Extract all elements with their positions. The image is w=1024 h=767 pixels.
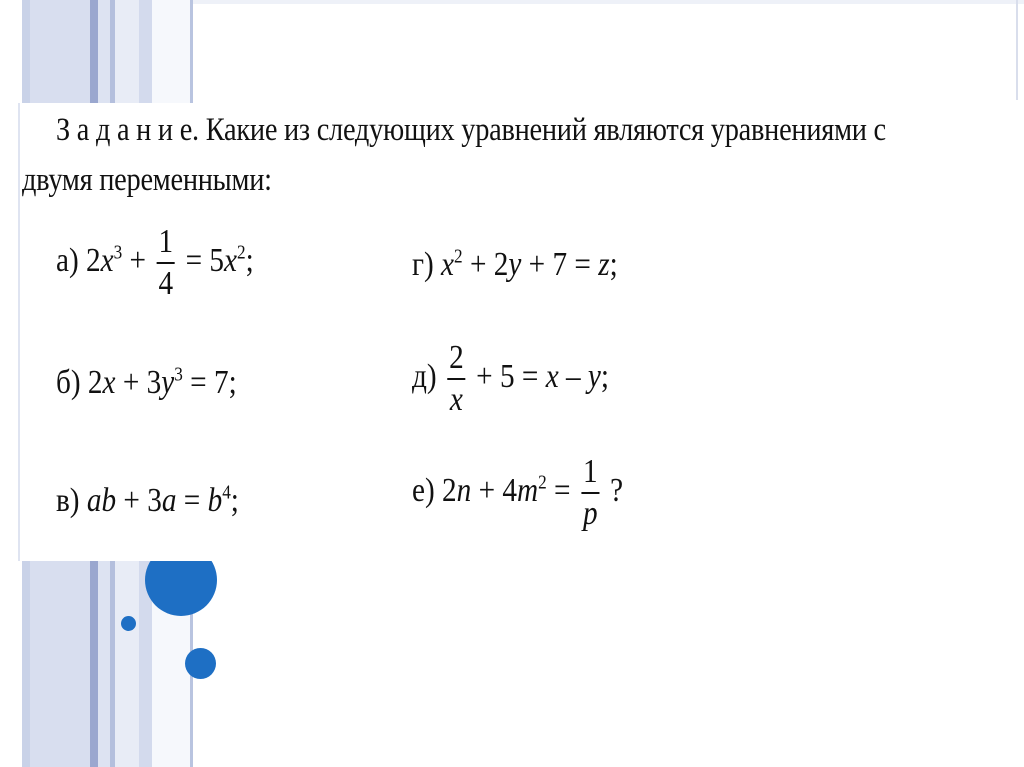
decor-circle-small bbox=[121, 616, 136, 631]
operator: + bbox=[129, 241, 147, 279]
equation-label: а) bbox=[56, 241, 79, 279]
panel-border bbox=[18, 103, 20, 561]
term: + 3 bbox=[116, 482, 162, 519]
exponent: 2 bbox=[538, 471, 547, 494]
fraction bbox=[447, 338, 465, 420]
equation-label: б) bbox=[56, 364, 81, 401]
numerator: 1 bbox=[583, 453, 598, 490]
term: + 5 = bbox=[476, 357, 546, 395]
task-question: Какие из следующих уравнений являются уравнениями с bbox=[198, 112, 886, 148]
exponent: 4 bbox=[222, 481, 231, 504]
terminator: ? bbox=[602, 471, 624, 509]
equation-d bbox=[412, 338, 609, 420]
term: = 7; bbox=[182, 364, 237, 401]
coef: 2 bbox=[86, 241, 101, 279]
exponent: 2 bbox=[454, 245, 463, 268]
term: + 7 = bbox=[521, 246, 599, 283]
variable: x bbox=[102, 364, 116, 401]
exponent: 3 bbox=[174, 363, 183, 386]
denominator: 4 bbox=[157, 262, 175, 304]
variable: y bbox=[587, 357, 601, 395]
operator: = bbox=[176, 482, 208, 519]
variable: x bbox=[545, 357, 559, 395]
term: + 4 bbox=[471, 471, 518, 509]
operator: = 5 bbox=[185, 241, 225, 279]
decor-top-line bbox=[193, 0, 1024, 4]
equation-b bbox=[56, 364, 237, 402]
equation-g bbox=[412, 246, 618, 284]
variable: a bbox=[161, 482, 177, 519]
variable: x bbox=[449, 381, 463, 418]
terminator: ; bbox=[230, 482, 239, 519]
terminator: ; bbox=[609, 246, 618, 283]
variable: z bbox=[598, 246, 610, 283]
term: + 3 bbox=[115, 364, 162, 401]
exponent: 3 bbox=[113, 241, 123, 264]
operator: – bbox=[558, 357, 588, 395]
equation-label: г) bbox=[412, 246, 434, 283]
fraction bbox=[157, 222, 175, 304]
variable: y bbox=[161, 364, 175, 401]
equation-e bbox=[412, 452, 623, 534]
equation-a bbox=[56, 222, 254, 304]
denominator bbox=[581, 492, 599, 534]
equation-label: д) bbox=[412, 357, 437, 395]
term: + 2 bbox=[462, 246, 509, 283]
terminator: ; bbox=[600, 357, 610, 395]
variable: x bbox=[441, 246, 455, 283]
coef: 2 bbox=[442, 471, 457, 509]
variable: x bbox=[100, 241, 114, 279]
operator: = bbox=[546, 471, 578, 509]
denominator bbox=[447, 378, 465, 420]
exponent: 2 bbox=[237, 241, 246, 264]
equation-label: е) bbox=[412, 471, 435, 509]
coef: 2 bbox=[87, 364, 103, 401]
numerator: 1 bbox=[158, 223, 174, 260]
task-label: З а д а н и е. bbox=[56, 112, 199, 148]
decor-circle-medium bbox=[185, 648, 216, 679]
equation-v bbox=[56, 482, 239, 520]
numerator: 2 bbox=[449, 339, 464, 376]
variable: n bbox=[456, 471, 472, 509]
terminator: ; bbox=[245, 241, 254, 279]
task-title-line2: двумя переменными: bbox=[22, 162, 272, 198]
variable: ab bbox=[86, 482, 117, 519]
variable: y bbox=[508, 246, 522, 283]
task-title bbox=[56, 112, 886, 149]
variable: b bbox=[207, 482, 223, 519]
fraction bbox=[581, 452, 599, 534]
equation-label: в) bbox=[56, 482, 80, 519]
variable: x bbox=[224, 241, 238, 279]
variable: p bbox=[583, 495, 598, 532]
decor-right-edge bbox=[1016, 0, 1018, 100]
variable: m bbox=[517, 471, 539, 509]
